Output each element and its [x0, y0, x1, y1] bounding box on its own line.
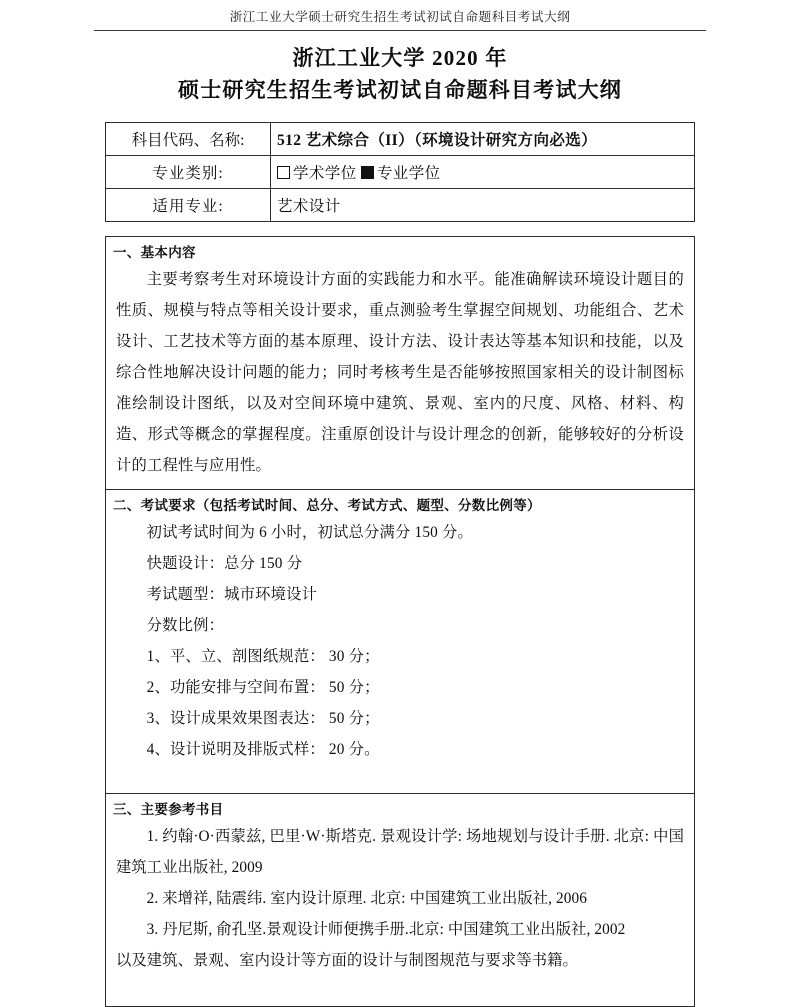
table-row-applicable-major [106, 188, 695, 221]
degree-option-academic[interactable] [277, 161, 357, 183]
score-item-4: 4、设计说明及排版式样： 20 分。 [146, 740, 380, 758]
degree-category-label: 专业类别: [106, 155, 271, 188]
subject-code-label: 科目代码、名称: [106, 122, 271, 155]
score-ratio-heading-line: 分数比例： [146, 616, 225, 634]
section-body-references [106, 821, 694, 1006]
exam-total-score-line: 快题设计：总分 150 分 [146, 554, 303, 572]
degree-option-professional[interactable] [361, 161, 441, 183]
table-row-degree-category [106, 155, 695, 188]
degree-option-academic-label: 学术学位 [293, 164, 357, 182]
reference-item-1: 1. 约翰·O·西蒙兹, 巴里·W·斯塔克. 景观设计学: 场地规划与设计手册. 北京: 中国建筑工业出版社, 2009 [116, 827, 684, 876]
exam-duration-line: 初试考试时间为 6 小时，初试总分满分 150 分。 [146, 523, 474, 541]
checkbox-checked-icon[interactable] [361, 166, 374, 179]
header-divider-rule [94, 30, 706, 31]
section-references [106, 794, 694, 1006]
subject-code-value: 512 艺术综合（II）（环境设计研究方向必选） [271, 122, 695, 155]
reference-item-2: 2. 来增祥, 陆震纬. 室内设计原理. 北京: 中国建筑工业出版社, 2006 [146, 889, 587, 907]
degree-option-professional-label: 专业学位 [376, 164, 441, 182]
score-item-3: 3、设计成果效果图表达： 50 分； [146, 709, 380, 727]
basic-content-paragraph: 主要考察考生对环境设计方面的实践能力和水平。能准确解读环境设计题目的性质、规模与特点等相关设计要求，重点测验考生掌握空间规划、功能组合、艺术设计、工艺技术等方面的基本原理、设计方法、设计表达等基本知识和技能，以及综合性地解决设计问题的能力；同时考核考生是否能够按照国家相关的设计制图标准绘制设计图纸，以及对空间环境中建筑、景观、室内的尺度、风格、材料、构造、形式等概念的掌握程度。注重原创设计与设计理念的创新，能够较好的分析设计的工程性与应用性。 [116, 270, 684, 474]
running-header [0, 0, 800, 25]
document-title-block [0, 43, 800, 106]
section-heading-references: 三、主要参考书目 [113, 801, 224, 818]
exam-question-type-line: 考试题型：城市环境设计 [146, 585, 318, 603]
checkbox-unchecked-icon[interactable] [277, 166, 290, 179]
section-heading-exam-requirements: 二、考试要求（包括考试时间、总分、考试方式、题型、分数比例等） [113, 497, 541, 514]
page-title-line-2: 硕士研究生招生考试初试自命题科目考试大纲 [178, 78, 622, 103]
section-body-basic-content [106, 264, 694, 489]
applicable-major-value: 艺术设计 [271, 188, 695, 221]
score-item-2: 2、功能安排与空间布置： 50 分； [146, 678, 380, 696]
reference-item-3: 3. 丹尼斯, 俞孔坚.景观设计师便携手册.北京: 中国建筑工业出版社, 2002 [146, 920, 626, 938]
reference-closing-note: 以及建筑、景观、室内设计等方面的设计与制图规范与要求等书籍。 [116, 951, 578, 969]
table-row-subject-code [106, 122, 695, 155]
section-body-exam-requirements [106, 517, 694, 793]
section-basic-content [106, 237, 694, 490]
subject-info-table [105, 122, 695, 222]
syllabus-content-box [105, 236, 695, 1007]
score-item-1: 1、平、立、剖图纸规范： 30 分； [146, 647, 380, 665]
running-header-text: 浙江工业大学硕士研究生招生考试初试自命题科目考试大纲 [229, 10, 571, 24]
page-title-line-1: 浙江工业大学 2020 年 [292, 46, 508, 70]
applicable-major-label: 适用专业: [106, 188, 271, 221]
section-heading-basic-content: 一、基本内容 [113, 244, 196, 261]
section-exam-requirements [106, 490, 694, 794]
degree-category-value [271, 155, 695, 188]
